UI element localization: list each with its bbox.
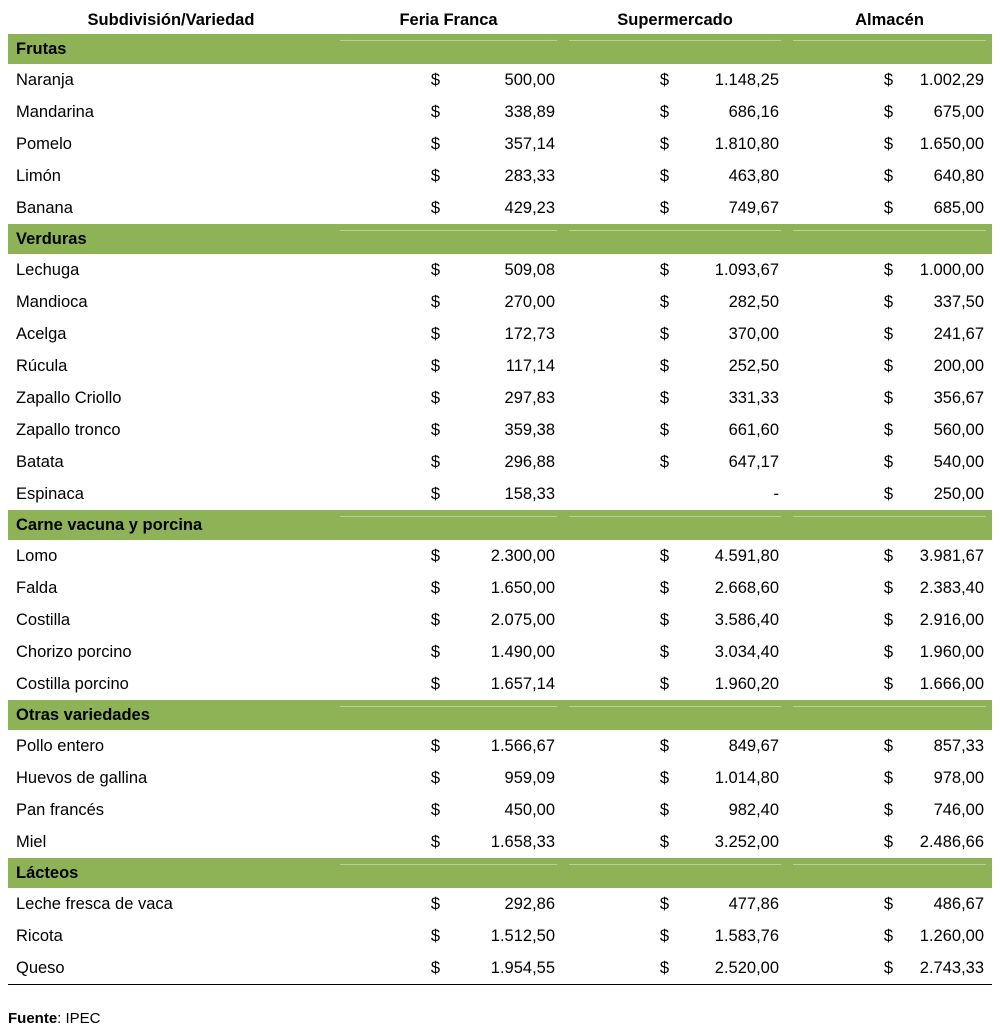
- almacen-currency: $: [883, 420, 894, 439]
- item-name: Costilla: [16, 610, 71, 629]
- almacen-price: 337,50: [933, 292, 985, 311]
- band-highlight: [569, 706, 781, 707]
- table-row: [8, 318, 992, 350]
- category-band-cell: [334, 224, 563, 254]
- almacen-price: 1.000,00: [919, 260, 985, 279]
- feria-currency: $: [430, 356, 440, 375]
- super-currency: $: [659, 832, 670, 851]
- table-row: [8, 762, 992, 794]
- item-name: Zapallo tronco: [16, 420, 121, 439]
- feria-currency: $: [430, 166, 440, 185]
- item-name: Pomelo: [16, 134, 72, 153]
- super-currency: $: [659, 166, 670, 185]
- almacen-currency: $: [883, 736, 894, 755]
- super-currency: $: [659, 642, 670, 661]
- feria-price: 1.658,33: [490, 832, 556, 851]
- category-label: [8, 34, 334, 64]
- almacen-currency: $: [787, 952, 899, 985]
- almacen-currency: $: [883, 198, 894, 217]
- feria-price: 450,00: [504, 800, 556, 819]
- category-label: [8, 700, 334, 730]
- item-name: Pan francés: [16, 800, 105, 819]
- category-band-cell: [787, 700, 992, 730]
- band-highlight: [340, 516, 557, 517]
- feria-currency: $: [430, 610, 440, 629]
- super-currency: $: [659, 102, 670, 121]
- super-price: 1.148,25: [714, 70, 780, 89]
- super-currency: $: [659, 292, 670, 311]
- item-name: Espinaca: [16, 484, 84, 503]
- feria-currency: $: [430, 70, 440, 89]
- super-price: 749,67: [728, 198, 780, 217]
- table-row: [8, 350, 992, 382]
- almacen-price: 560,00: [933, 420, 985, 439]
- super-price: 3.586,40: [714, 610, 780, 629]
- table-row: [8, 446, 992, 478]
- source-text: : IPEC: [57, 1010, 101, 1027]
- super-currency: $: [659, 198, 670, 217]
- super-currency: $: [659, 894, 670, 913]
- almacen-currency: $: [883, 102, 894, 121]
- band-highlight: [569, 40, 781, 41]
- band-highlight: [793, 230, 986, 231]
- feria-price: 357,14: [504, 134, 556, 153]
- feria-price: 283,33: [504, 166, 556, 185]
- category-row: [8, 510, 992, 540]
- band-highlight: [340, 706, 557, 707]
- table-row: [8, 636, 992, 668]
- feria-price: 1.512,50: [490, 926, 556, 945]
- category-name: Frutas: [16, 39, 67, 58]
- band-highlight: [569, 864, 781, 865]
- super-currency: $: [659, 260, 670, 279]
- feria-price: 338,89: [504, 102, 556, 121]
- feria-currency: $: [430, 800, 440, 819]
- almacen-price: 978,00: [933, 768, 985, 787]
- super-price: 3.252,00: [714, 832, 780, 851]
- item-name: Limón: [16, 166, 61, 185]
- item-name: Huevos de gallina: [16, 768, 148, 787]
- super-currency: $: [563, 952, 675, 985]
- feria-currency: $: [430, 102, 440, 121]
- super-currency: $: [659, 324, 670, 343]
- band-highlight: [793, 516, 986, 517]
- feria-price: 292,86: [504, 894, 556, 913]
- almacen-currency: $: [883, 324, 894, 343]
- feria-price: 2.075,00: [490, 610, 556, 629]
- table-row: [8, 64, 992, 96]
- super-currency: $: [659, 768, 670, 787]
- super-currency: $: [659, 134, 670, 153]
- band-highlight: [793, 864, 986, 865]
- item-name: Chorizo porcino: [16, 642, 132, 661]
- source-label: Fuente: [8, 1010, 58, 1027]
- feria-currency: $: [430, 292, 440, 311]
- header-row: [8, 6, 992, 34]
- feria-price: 359,38: [504, 420, 556, 439]
- item-name: Miel: [16, 832, 47, 851]
- table-row: [8, 96, 992, 128]
- super-currency: $: [659, 926, 670, 945]
- super-price: 661,60: [728, 420, 780, 439]
- feria-price: 1.650,00: [490, 578, 556, 597]
- item-name: Rúcula: [16, 356, 68, 375]
- almacen-currency: $: [883, 926, 894, 945]
- category-row: [8, 34, 992, 64]
- almacen-currency: $: [883, 894, 894, 913]
- almacen-price: 640,80: [933, 166, 985, 185]
- table-row: [8, 826, 992, 858]
- almacen-currency: $: [883, 452, 894, 471]
- item-name: Zapallo Criollo: [16, 388, 122, 407]
- item-name: Acelga: [16, 324, 67, 343]
- table-row: [8, 414, 992, 446]
- super-price: 1.014,80: [714, 768, 780, 787]
- category-label: [8, 858, 334, 888]
- almacen-currency: $: [883, 484, 894, 503]
- category-row: [8, 700, 992, 730]
- feria-price: 117,14: [505, 356, 556, 375]
- category-band-cell: [563, 510, 787, 540]
- table-row: [8, 478, 992, 510]
- almacen-price: 2.743,33: [899, 952, 992, 985]
- almacen-currency: $: [883, 260, 894, 279]
- super-currency: $: [659, 578, 670, 597]
- almacen-currency: $: [883, 768, 894, 787]
- almacen-price: 675,00: [933, 102, 985, 121]
- table-row: [8, 604, 992, 636]
- item-name: Costilla porcino: [16, 674, 129, 693]
- super-currency: $: [659, 356, 670, 375]
- super-price: 252,50: [728, 356, 780, 375]
- super-currency: $: [659, 800, 670, 819]
- category-name: Otras variedades: [16, 705, 150, 724]
- table-row: [8, 286, 992, 318]
- band-highlight: [340, 230, 557, 231]
- item-name: Falda: [16, 578, 58, 597]
- super-price: 477,86: [728, 894, 780, 913]
- super-currency: $: [659, 736, 670, 755]
- header-supermercado: Supermercado: [617, 10, 733, 29]
- feria-currency: $: [430, 420, 440, 439]
- table-row: [8, 540, 992, 572]
- item-name: Mandioca: [16, 292, 88, 311]
- feria-currency: $: [430, 674, 440, 693]
- almacen-price: 685,00: [933, 198, 985, 217]
- super-price: 1.093,67: [714, 260, 780, 279]
- super-currency: $: [659, 610, 670, 629]
- almacen-price: 1.666,00: [919, 674, 985, 693]
- band-highlight: [569, 230, 781, 231]
- super-price: 1.583,76: [714, 926, 780, 945]
- table-row: [8, 192, 992, 224]
- almacen-price: 356,67: [933, 388, 985, 407]
- feria-price: 172,73: [504, 324, 556, 343]
- super-price: -: [773, 484, 780, 503]
- super-price: 849,67: [728, 736, 780, 755]
- feria-currency: $: [430, 260, 440, 279]
- table-row: [8, 920, 992, 952]
- category-band-cell: [787, 510, 992, 540]
- category-band-cell: [563, 700, 787, 730]
- item-name: Lechuga: [16, 260, 80, 279]
- item-name: Ricota: [16, 926, 63, 945]
- almacen-currency: $: [883, 832, 894, 851]
- table-row: [8, 668, 992, 700]
- table-row: [8, 572, 992, 604]
- almacen-price: 540,00: [933, 452, 985, 471]
- super-currency: $: [659, 388, 670, 407]
- category-band-cell: [787, 34, 992, 64]
- almacen-currency: $: [883, 674, 894, 693]
- almacen-currency: $: [883, 800, 894, 819]
- category-name: Lácteos: [16, 863, 79, 882]
- almacen-currency: $: [883, 70, 894, 89]
- feria-currency: $: [430, 546, 440, 565]
- category-row: [8, 224, 992, 254]
- feria-currency: $: [430, 134, 440, 153]
- super-price: 686,16: [728, 102, 780, 121]
- category-band-cell: [334, 700, 563, 730]
- price-table: [8, 6, 992, 985]
- band-highlight: [793, 40, 986, 41]
- feria-price: 297,83: [504, 388, 556, 407]
- item-name: Mandarina: [16, 102, 94, 121]
- feria-price: 1.566,67: [490, 736, 556, 755]
- super-price: 4.591,80: [714, 546, 780, 565]
- price-table-container: [8, 6, 992, 985]
- feria-price: 500,00: [504, 70, 556, 89]
- item-name: Banana: [16, 198, 73, 217]
- category-band-cell: [563, 34, 787, 64]
- category-band-cell: [787, 858, 992, 888]
- feria-currency: $: [430, 484, 440, 503]
- category-label: [8, 224, 334, 254]
- super-price: 2.668,60: [714, 578, 780, 597]
- category-name: Verduras: [16, 229, 87, 248]
- table-row: [8, 794, 992, 826]
- category-band-cell: [334, 510, 563, 540]
- super-currency: $: [659, 70, 670, 89]
- feria-currency: $: [430, 198, 440, 217]
- almacen-currency: $: [883, 134, 894, 153]
- almacen-currency: $: [883, 166, 894, 185]
- super-currency: [563, 478, 675, 510]
- almacen-price: 486,67: [933, 894, 985, 913]
- almacen-price: 2.916,00: [919, 610, 985, 629]
- category-band-cell: [334, 858, 563, 888]
- table-row: [8, 128, 992, 160]
- super-price: 3.034,40: [714, 642, 780, 661]
- almacen-price: 3.981,67: [919, 546, 985, 565]
- super-price: 1.960,20: [714, 674, 780, 693]
- table-row: [8, 382, 992, 414]
- item-name: Pollo entero: [16, 736, 105, 755]
- almacen-price: 1.002,29: [919, 70, 985, 89]
- header-feria-franca: Feria Franca: [399, 10, 498, 29]
- super-price: 463,80: [728, 166, 780, 185]
- item-name: Queso: [8, 952, 334, 985]
- category-row: [8, 858, 992, 888]
- feria-currency: $: [430, 388, 440, 407]
- band-highlight: [340, 40, 557, 41]
- category-name: Carne vacuna y porcina: [16, 515, 203, 534]
- feria-price: 296,88: [504, 452, 556, 471]
- table-row: [8, 254, 992, 286]
- feria-currency: $: [430, 578, 440, 597]
- table-header: [8, 6, 992, 34]
- feria-price: 429,23: [504, 198, 556, 217]
- almacen-currency: $: [883, 292, 894, 311]
- almacen-price: 2.383,40: [919, 578, 985, 597]
- almacen-price: 200,00: [933, 356, 985, 375]
- header-subdivision: Subdivisión/Variedad: [87, 10, 255, 29]
- almacen-price: 746,00: [933, 800, 985, 819]
- almacen-price: 1.960,00: [919, 642, 985, 661]
- category-label: [8, 510, 334, 540]
- category-band-cell: [563, 858, 787, 888]
- feria-price: 1.490,00: [490, 642, 556, 661]
- almacen-currency: $: [883, 388, 894, 407]
- feria-price: 270,00: [504, 292, 556, 311]
- super-currency: $: [659, 546, 670, 565]
- feria-currency: $: [430, 926, 440, 945]
- source-footer: [8, 1010, 101, 1027]
- table-row: [8, 952, 992, 985]
- super-price: 331,33: [728, 388, 780, 407]
- almacen-price: 1.260,00: [919, 926, 985, 945]
- feria-price: 959,09: [504, 768, 556, 787]
- feria-currency: $: [430, 452, 440, 471]
- super-currency: $: [659, 452, 670, 471]
- feria-currency: $: [430, 894, 440, 913]
- super-price: 1.810,80: [714, 134, 780, 153]
- header-almacen: Almacén: [855, 10, 924, 29]
- feria-price: 1.657,14: [490, 674, 556, 693]
- category-band-cell: [334, 34, 563, 64]
- band-highlight: [793, 706, 986, 707]
- almacen-price: 250,00: [933, 484, 985, 503]
- item-name: Lomo: [16, 546, 58, 565]
- almacen-currency: $: [883, 642, 894, 661]
- table-row: [8, 730, 992, 762]
- almacen-price: 2.486,66: [919, 832, 985, 851]
- feria-currency: $: [430, 832, 440, 851]
- item-name: Batata: [16, 452, 64, 471]
- almacen-price: 241,67: [933, 324, 985, 343]
- table-row: [8, 888, 992, 920]
- feria-currency: $: [430, 324, 440, 343]
- super-currency: $: [659, 674, 670, 693]
- feria-price: 1.954,55: [446, 952, 563, 985]
- super-price: 647,17: [728, 452, 780, 471]
- super-price: 982,40: [728, 800, 780, 819]
- table-body: [8, 34, 992, 985]
- feria-currency: $: [430, 642, 440, 661]
- feria-currency: $: [334, 952, 446, 985]
- item-name: Naranja: [16, 70, 74, 89]
- band-highlight: [340, 864, 557, 865]
- almacen-currency: $: [883, 610, 894, 629]
- table-row: [8, 160, 992, 192]
- almacen-currency: $: [883, 356, 894, 375]
- almacen-price: 857,33: [933, 736, 985, 755]
- feria-price: 2.300,00: [490, 546, 556, 565]
- feria-price: 509,08: [504, 260, 556, 279]
- super-price: 282,50: [728, 292, 780, 311]
- feria-currency: $: [430, 768, 440, 787]
- feria-price: 158,33: [504, 484, 556, 503]
- almacen-currency: $: [883, 578, 894, 597]
- item-name: Leche fresca de vaca: [16, 894, 173, 913]
- band-highlight: [569, 516, 781, 517]
- super-price: 370,00: [728, 324, 780, 343]
- super-price: 2.520,00: [675, 952, 787, 985]
- super-currency: $: [659, 420, 670, 439]
- category-band-cell: [563, 224, 787, 254]
- almacen-price: 1.650,00: [919, 134, 985, 153]
- feria-currency: $: [430, 736, 440, 755]
- almacen-currency: $: [883, 546, 894, 565]
- category-band-cell: [787, 224, 992, 254]
